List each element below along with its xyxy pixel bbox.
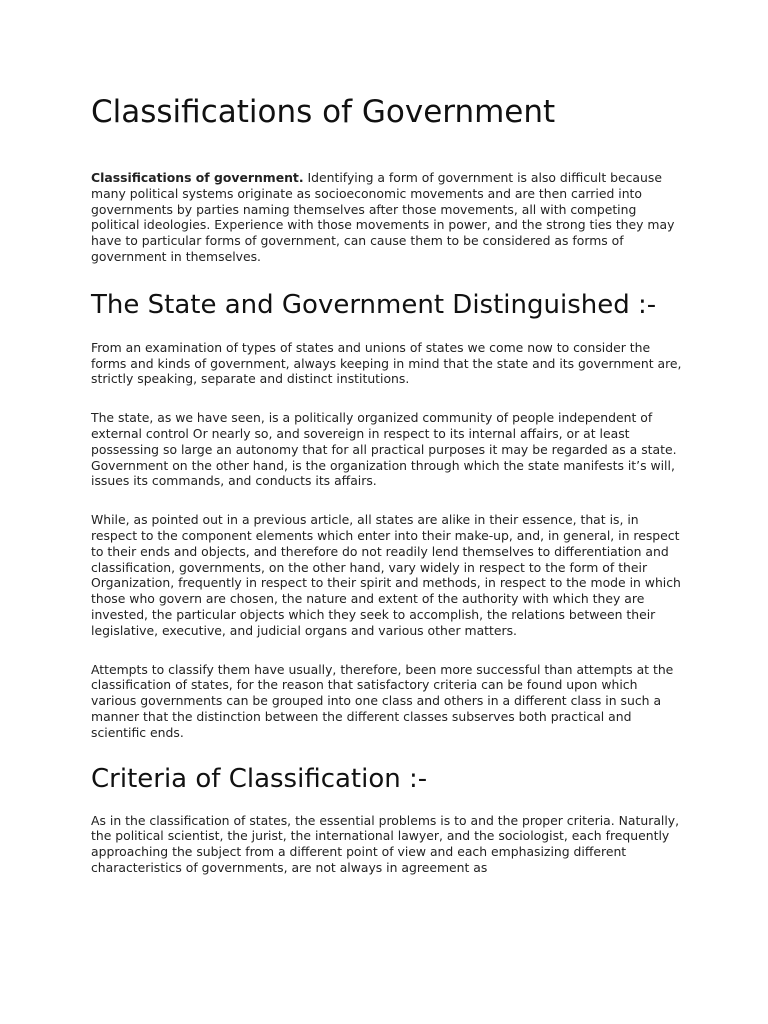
paragraph: Attempts to classify them have usually, therefore, been more successful than attempts at the classification of states, for the reason that satisfactory criteria can be found upon which various governments can be grouped into one class and others in a different class in such a manner that the distinction between the different classes subserves both practical and scientific ends.	[91, 661, 674, 740]
paragraph: The state, as we have seen, is a politically organized community of people independent of external control Or nearly so, and sovereign in respect to its internal affairs, or at least possessing so large an autonomy that for all practical purposes it may be regarded as a state. Government on the other hand, is the organization through which the state manifests it’s will, issues its commands, and conducts its affairs.	[91, 410, 677, 489]
section-heading-state-government: The State and Government Distinguished :-	[91, 289, 657, 320]
paragraph: As in the classification of states, the essential problems is to and the proper criteria. Naturally, the political scientist, the jurist, the international lawyer, and the sociologist, each frequently approaching the subject from a different point of view and each emphasizing different characteristics of governments, are not always in agreement as	[91, 812, 680, 875]
intro-lead: Classifications of government.	[91, 170, 304, 185]
intro-paragraph	[91, 170, 683, 265]
document-content	[91, 92, 683, 899]
section-heading-criteria: Criteria of Classification :-	[91, 763, 428, 794]
page-title: Classifications of Government	[91, 94, 556, 130]
paragraph: From an examination of types of states and unions of states we come now to consider the forms and kinds of government, always keeping in mind that the state and its government are, strictly speaking, separate and distinct institutions.	[91, 339, 682, 387]
paragraph: While, as pointed out in a previous article, all states are alike in their essence, that is, in respect to the component elements which enter into their make-up, and, in general, in respect to their ends and objects, and therefore do not readily lend themselves to differentiation and classification, governments, on the other hand, vary widely in respect to the form of their Organization, frequently in respect to their spirit and methods, in respect to the mode in which those who govern are chosen, the nature and extent of the authority with which they are invested, the particular objects which they seek to accomplish, the relations between their legislative, executive, and judicial organs and various other matters.	[91, 512, 681, 638]
intro-text: Identifying a form of government is also difficult because many political systems originate as socioeconomic movements and are then carried into governments by parties naming themselves after those movements, all with competing political ideologies. Experience with those movements in power, and the strong ties they may have to particular forms of government, can cause them to be considered as forms of government in themselves.	[91, 170, 675, 264]
